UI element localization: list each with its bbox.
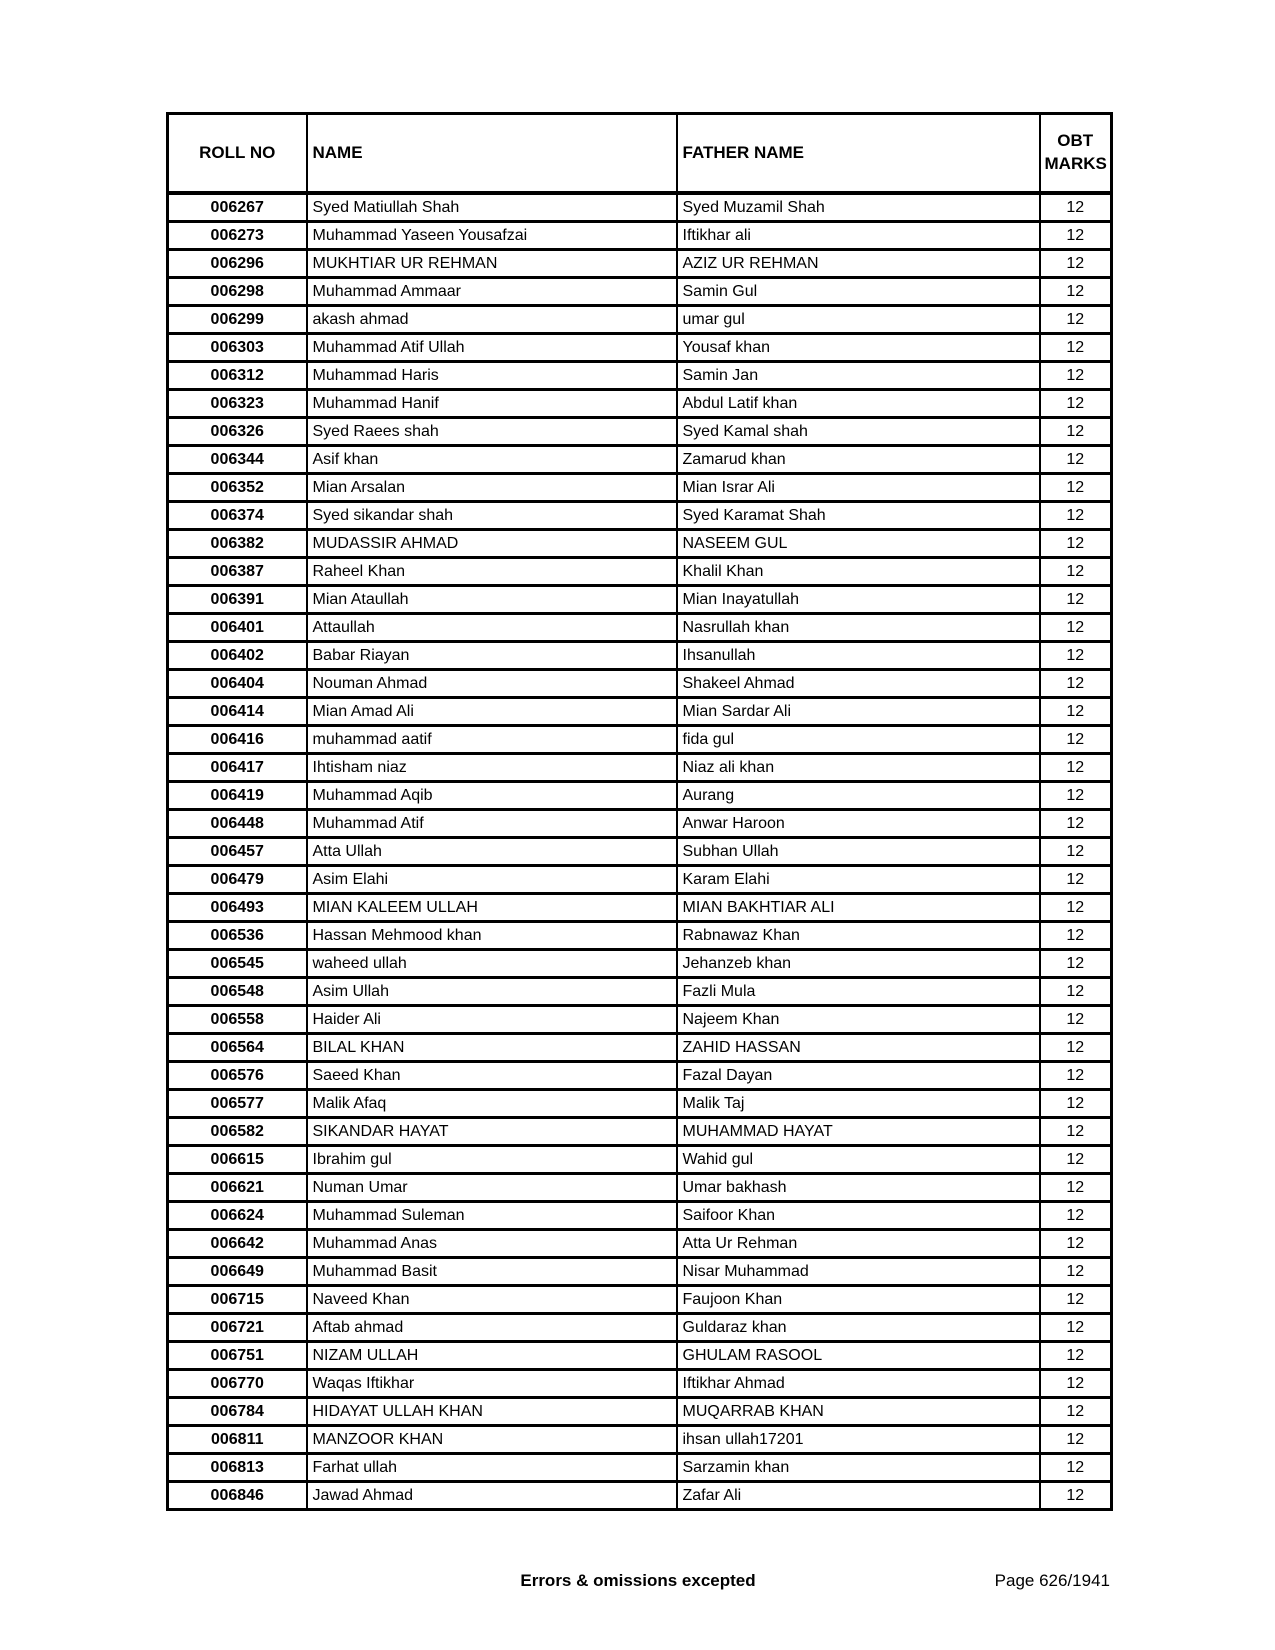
table-row [168, 193, 1112, 222]
name-cell: NIZAM ULLAH [307, 1342, 677, 1370]
table-row [168, 1006, 1112, 1034]
name-cell: Muhammad Atif Ullah [307, 334, 677, 362]
marks-cell: 12 [1040, 1426, 1112, 1454]
marks-cell: 12 [1040, 726, 1112, 754]
roll-no-cell: 006621 [168, 1174, 307, 1202]
name-cell: BILAL KHAN [307, 1034, 677, 1062]
father-name-cell: MUHAMMAD HAYAT [677, 1118, 1040, 1146]
table-row [168, 978, 1112, 1006]
table-row [168, 614, 1112, 642]
name-cell: Muhammad Aqib [307, 782, 677, 810]
roll-no-cell: 006416 [168, 726, 307, 754]
marks-cell: 12 [1040, 390, 1112, 418]
footer-note: Errors & omissions excepted [520, 1571, 756, 1590]
name-cell: HIDAYAT ULLAH KHAN [307, 1398, 677, 1426]
father-name-cell: Najeem Khan [677, 1006, 1040, 1034]
marks-cell: 12 [1040, 474, 1112, 502]
name-cell: MUDASSIR AHMAD [307, 530, 677, 558]
father-name-cell: Aurang [677, 782, 1040, 810]
father-name-cell: Malik Taj [677, 1090, 1040, 1118]
marks-cell: 12 [1040, 1286, 1112, 1314]
name-cell: MUKHTIAR UR REHMAN [307, 250, 677, 278]
marks-cell: 12 [1040, 1174, 1112, 1202]
marks-cell: 12 [1040, 306, 1112, 334]
father-name-cell: Mian Sardar Ali [677, 698, 1040, 726]
results-table [166, 112, 1113, 1511]
marks-cell: 12 [1040, 446, 1112, 474]
father-name-cell: Yousaf khan [677, 334, 1040, 362]
roll-no-cell: 006457 [168, 838, 307, 866]
father-name-cell: GHULAM RASOOL [677, 1342, 1040, 1370]
roll-no-cell: 006344 [168, 446, 307, 474]
table-row [168, 1202, 1112, 1230]
roll-no-cell: 006770 [168, 1370, 307, 1398]
roll-no-cell: 006382 [168, 530, 307, 558]
marks-cell: 12 [1040, 1454, 1112, 1482]
marks-cell: 12 [1040, 866, 1112, 894]
table-row [168, 1062, 1112, 1090]
table-row [168, 698, 1112, 726]
header-name: NAME [307, 114, 677, 194]
roll-no-cell: 006548 [168, 978, 307, 1006]
father-name-cell: Umar bakhash [677, 1174, 1040, 1202]
table-row [168, 222, 1112, 250]
father-name-cell: Nisar Muhammad [677, 1258, 1040, 1286]
table-row [168, 334, 1112, 362]
marks-cell: 12 [1040, 586, 1112, 614]
name-cell: Muhammad Ammaar [307, 278, 677, 306]
marks-cell: 12 [1040, 1370, 1112, 1398]
name-cell: Muhammad Hanif [307, 390, 677, 418]
marks-cell: 12 [1040, 950, 1112, 978]
table-row [168, 1034, 1112, 1062]
table-row [168, 922, 1112, 950]
roll-no-cell: 006479 [168, 866, 307, 894]
marks-cell: 12 [1040, 1230, 1112, 1258]
marks-cell: 12 [1040, 782, 1112, 810]
name-cell: Attaullah [307, 614, 677, 642]
table-row [168, 726, 1112, 754]
table-row [168, 1258, 1112, 1286]
name-cell: Waqas Iftikhar [307, 1370, 677, 1398]
marks-cell: 12 [1040, 1398, 1112, 1426]
page-number: Page 626/1941 [994, 1571, 1110, 1590]
table-row [168, 474, 1112, 502]
name-cell: Babar Riayan [307, 642, 677, 670]
marks-cell: 12 [1040, 614, 1112, 642]
roll-no-cell: 006298 [168, 278, 307, 306]
name-cell: Ibrahim gul [307, 1146, 677, 1174]
father-name-cell: Sarzamin khan [677, 1454, 1040, 1482]
name-cell: Syed Raees shah [307, 418, 677, 446]
father-name-cell: Iftikhar ali [677, 222, 1040, 250]
name-cell: Asim Elahi [307, 866, 677, 894]
name-cell: Mian Ataullah [307, 586, 677, 614]
table-row [168, 502, 1112, 530]
father-name-cell: Zafar Ali [677, 1482, 1040, 1510]
table-row [168, 250, 1112, 278]
roll-no-cell: 006536 [168, 922, 307, 950]
roll-no-cell: 006323 [168, 390, 307, 418]
roll-no-cell: 006387 [168, 558, 307, 586]
name-cell: Muhammad Suleman [307, 1202, 677, 1230]
marks-cell: 12 [1040, 754, 1112, 782]
father-name-cell: Zamarud khan [677, 446, 1040, 474]
father-name-cell: Karam Elahi [677, 866, 1040, 894]
header-row [168, 114, 1112, 194]
roll-no-cell: 006352 [168, 474, 307, 502]
roll-no-cell: 006784 [168, 1398, 307, 1426]
roll-no-cell: 006721 [168, 1314, 307, 1342]
roll-no-cell: 006813 [168, 1454, 307, 1482]
father-name-cell: MUQARRAB KHAN [677, 1398, 1040, 1426]
table-row [168, 782, 1112, 810]
table-row [168, 1342, 1112, 1370]
name-cell: Numan Umar [307, 1174, 677, 1202]
name-cell: Syed Matiullah Shah [307, 193, 677, 222]
table-row [168, 670, 1112, 698]
roll-no-cell: 006564 [168, 1034, 307, 1062]
name-cell: Malik Afaq [307, 1090, 677, 1118]
name-cell: MIAN KALEEM ULLAH [307, 894, 677, 922]
table-row [168, 838, 1112, 866]
marks-cell: 12 [1040, 698, 1112, 726]
table-row [168, 754, 1112, 782]
table-row [168, 1118, 1112, 1146]
father-name-cell: NASEEM GUL [677, 530, 1040, 558]
name-cell: SIKANDAR HAYAT [307, 1118, 677, 1146]
table-row [168, 810, 1112, 838]
father-name-cell: Samin Jan [677, 362, 1040, 390]
marks-cell: 12 [1040, 894, 1112, 922]
marks-cell: 12 [1040, 922, 1112, 950]
name-cell: Aftab ahmad [307, 1314, 677, 1342]
table-row [168, 530, 1112, 558]
roll-no-cell: 006493 [168, 894, 307, 922]
marks-cell: 12 [1040, 838, 1112, 866]
marks-cell: 12 [1040, 193, 1112, 222]
marks-cell: 12 [1040, 1034, 1112, 1062]
name-cell: Asim Ullah [307, 978, 677, 1006]
table-row [168, 390, 1112, 418]
name-cell: akash ahmad [307, 306, 677, 334]
father-name-cell: Iftikhar Ahmad [677, 1370, 1040, 1398]
roll-no-cell: 006401 [168, 614, 307, 642]
father-name-cell: ZAHID HASSAN [677, 1034, 1040, 1062]
roll-no-cell: 006642 [168, 1230, 307, 1258]
table-row [168, 306, 1112, 334]
roll-no-cell: 006751 [168, 1342, 307, 1370]
father-name-cell: Fazal Dayan [677, 1062, 1040, 1090]
name-cell: MANZOOR KHAN [307, 1426, 677, 1454]
marks-cell: 12 [1040, 670, 1112, 698]
roll-no-cell: 006419 [168, 782, 307, 810]
father-name-cell: Ihsanullah [677, 642, 1040, 670]
father-name-cell: Khalil Khan [677, 558, 1040, 586]
roll-no-cell: 006582 [168, 1118, 307, 1146]
father-name-cell: Nasrullah khan [677, 614, 1040, 642]
father-name-cell: fida gul [677, 726, 1040, 754]
roll-no-cell: 006846 [168, 1482, 307, 1510]
name-cell: Raheel Khan [307, 558, 677, 586]
father-name-cell: MIAN BAKHTIAR ALI [677, 894, 1040, 922]
name-cell: Haider Ali [307, 1006, 677, 1034]
table-row [168, 1286, 1112, 1314]
table-row [168, 446, 1112, 474]
roll-no-cell: 006624 [168, 1202, 307, 1230]
marks-cell: 12 [1040, 502, 1112, 530]
table-row [168, 362, 1112, 390]
name-cell: Muhammad Yaseen Yousafzai [307, 222, 677, 250]
header-roll-no: ROLL NO [168, 114, 307, 194]
father-name-cell: Rabnawaz Khan [677, 922, 1040, 950]
table-row [168, 1230, 1112, 1258]
roll-no-cell: 006545 [168, 950, 307, 978]
father-name-cell: Saifoor Khan [677, 1202, 1040, 1230]
father-name-cell: ihsan ullah17201 [677, 1426, 1040, 1454]
marks-cell: 12 [1040, 1006, 1112, 1034]
table-row [168, 642, 1112, 670]
marks-cell: 12 [1040, 1482, 1112, 1510]
roll-no-cell: 006402 [168, 642, 307, 670]
father-name-cell: Samin Gul [677, 278, 1040, 306]
header-father-name: FATHER NAME [677, 114, 1040, 194]
marks-cell: 12 [1040, 1258, 1112, 1286]
name-cell: muhammad aatif [307, 726, 677, 754]
table-row [168, 1174, 1112, 1202]
table-row [168, 866, 1112, 894]
father-name-cell: Jehanzeb khan [677, 950, 1040, 978]
roll-no-cell: 006576 [168, 1062, 307, 1090]
page-footer [166, 1571, 1110, 1597]
name-cell: Nouman Ahmad [307, 670, 677, 698]
name-cell: Mian Arsalan [307, 474, 677, 502]
roll-no-cell: 006267 [168, 193, 307, 222]
roll-no-cell: 006715 [168, 1286, 307, 1314]
roll-no-cell: 006417 [168, 754, 307, 782]
header-obt-marks: OBT MARKS [1040, 114, 1112, 194]
name-cell: Saeed Khan [307, 1062, 677, 1090]
father-name-cell: Guldaraz khan [677, 1314, 1040, 1342]
table-row [168, 950, 1112, 978]
table-row [168, 558, 1112, 586]
name-cell: Muhammad Anas [307, 1230, 677, 1258]
marks-cell: 12 [1040, 1062, 1112, 1090]
marks-cell: 12 [1040, 1342, 1112, 1370]
father-name-cell: Syed Kamal shah [677, 418, 1040, 446]
roll-no-cell: 006615 [168, 1146, 307, 1174]
roll-no-cell: 006558 [168, 1006, 307, 1034]
name-cell: Atta Ullah [307, 838, 677, 866]
name-cell: waheed ullah [307, 950, 677, 978]
table-row [168, 586, 1112, 614]
marks-cell: 12 [1040, 530, 1112, 558]
father-name-cell: Syed Karamat Shah [677, 502, 1040, 530]
marks-cell: 12 [1040, 810, 1112, 838]
name-cell: Hassan Mehmood khan [307, 922, 677, 950]
marks-cell: 12 [1040, 1118, 1112, 1146]
name-cell: Muhammad Haris [307, 362, 677, 390]
table-body [168, 193, 1112, 1510]
marks-cell: 12 [1040, 642, 1112, 670]
roll-no-cell: 006811 [168, 1426, 307, 1454]
marks-cell: 12 [1040, 1314, 1112, 1342]
table-row [168, 1398, 1112, 1426]
marks-cell: 12 [1040, 222, 1112, 250]
marks-cell: 12 [1040, 1146, 1112, 1174]
father-name-cell: Subhan Ullah [677, 838, 1040, 866]
name-cell: Naveed Khan [307, 1286, 677, 1314]
father-name-cell: Shakeel Ahmad [677, 670, 1040, 698]
roll-no-cell: 006303 [168, 334, 307, 362]
father-name-cell: Fazli Mula [677, 978, 1040, 1006]
roll-no-cell: 006299 [168, 306, 307, 334]
father-name-cell: umar gul [677, 306, 1040, 334]
marks-cell: 12 [1040, 1090, 1112, 1118]
table-row [168, 1482, 1112, 1510]
roll-no-cell: 006404 [168, 670, 307, 698]
name-cell: Mian Amad Ali [307, 698, 677, 726]
father-name-cell: Mian Inayatullah [677, 586, 1040, 614]
table-row [168, 1370, 1112, 1398]
roll-no-cell: 006374 [168, 502, 307, 530]
table-row [168, 418, 1112, 446]
marks-cell: 12 [1040, 334, 1112, 362]
roll-no-cell: 006296 [168, 250, 307, 278]
father-name-cell: AZIZ UR REHMAN [677, 250, 1040, 278]
roll-no-cell: 006391 [168, 586, 307, 614]
table-row [168, 1146, 1112, 1174]
father-name-cell: Wahid gul [677, 1146, 1040, 1174]
marks-cell: 12 [1040, 418, 1112, 446]
roll-no-cell: 006312 [168, 362, 307, 390]
roll-no-cell: 006326 [168, 418, 307, 446]
table-row [168, 1426, 1112, 1454]
table-row [168, 1454, 1112, 1482]
father-name-cell: Atta Ur Rehman [677, 1230, 1040, 1258]
name-cell: Ihtisham niaz [307, 754, 677, 782]
father-name-cell: Niaz ali khan [677, 754, 1040, 782]
table-row [168, 1314, 1112, 1342]
table-row [168, 1090, 1112, 1118]
father-name-cell: Syed Muzamil Shah [677, 193, 1040, 222]
name-cell: Muhammad Atif [307, 810, 677, 838]
marks-cell: 12 [1040, 250, 1112, 278]
roll-no-cell: 006577 [168, 1090, 307, 1118]
father-name-cell: Mian Israr Ali [677, 474, 1040, 502]
father-name-cell: Faujoon Khan [677, 1286, 1040, 1314]
name-cell: Muhammad Basit [307, 1258, 677, 1286]
marks-cell: 12 [1040, 362, 1112, 390]
name-cell: Jawad Ahmad [307, 1482, 677, 1510]
roll-no-cell: 006649 [168, 1258, 307, 1286]
table-row [168, 278, 1112, 306]
father-name-cell: Abdul Latif khan [677, 390, 1040, 418]
marks-cell: 12 [1040, 978, 1112, 1006]
marks-cell: 12 [1040, 1202, 1112, 1230]
marks-cell: 12 [1040, 278, 1112, 306]
marks-cell: 12 [1040, 558, 1112, 586]
table-row [168, 894, 1112, 922]
roll-no-cell: 006448 [168, 810, 307, 838]
name-cell: Syed sikandar shah [307, 502, 677, 530]
roll-no-cell: 006414 [168, 698, 307, 726]
father-name-cell: Anwar Haroon [677, 810, 1040, 838]
roll-no-cell: 006273 [168, 222, 307, 250]
name-cell: Asif khan [307, 446, 677, 474]
name-cell: Farhat ullah [307, 1454, 677, 1482]
